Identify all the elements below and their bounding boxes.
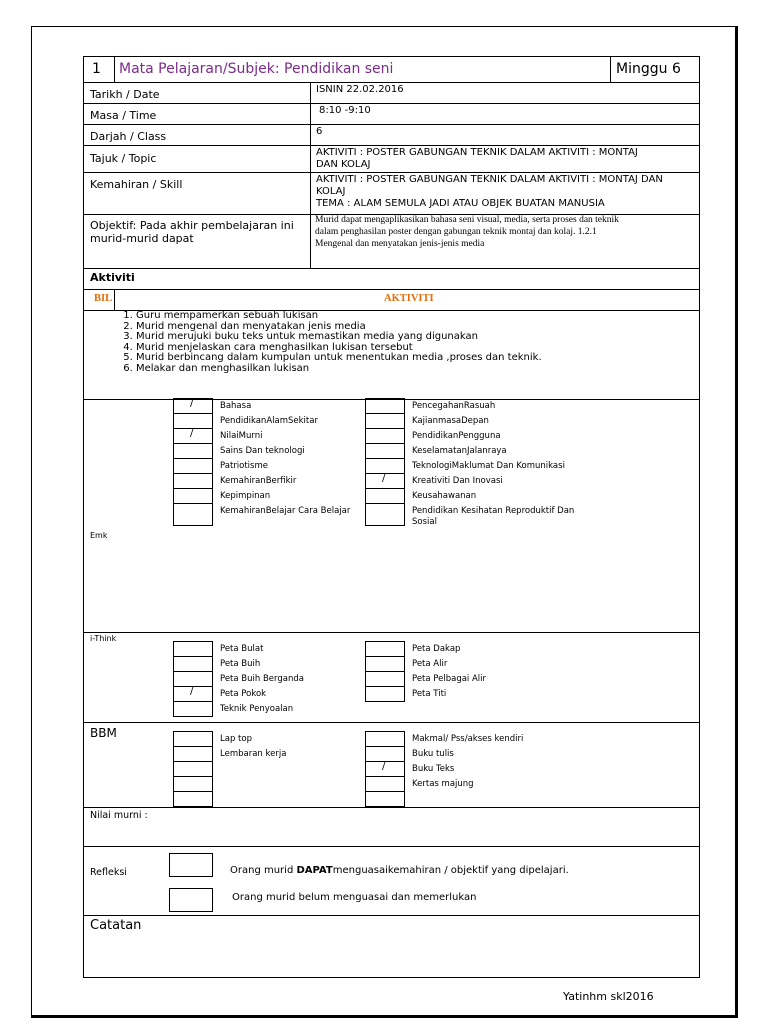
checkbox[interactable] — [173, 776, 213, 792]
nilai-murni-label: Nilai murni : — [90, 810, 148, 821]
aktiviti-header: AKTIVITI — [384, 293, 434, 304]
checkbox[interactable] — [173, 503, 213, 526]
checkbox-label: Sains Dan teknologi — [220, 446, 305, 456]
refleksi-belum-text: Orang murid belum menguasai dan memerlukan — [232, 892, 477, 903]
checkbox[interactable] — [365, 731, 405, 747]
time-label: Masa / Time — [90, 109, 157, 122]
footer-signature: Yatinhm skl2016 — [563, 990, 654, 1003]
date-label: Tarikh / Date — [90, 88, 160, 101]
activity-steps — [94, 311, 542, 375]
checkbox[interactable] — [173, 473, 213, 489]
checkbox-label: KemahiranBelajar Cara Belajar — [220, 506, 351, 516]
checkbox[interactable] — [173, 791, 213, 807]
class-value: 6 — [316, 126, 323, 137]
check-mark: / — [190, 428, 194, 439]
checkbox-label: Teknik Penyoalan — [220, 704, 294, 714]
checkbox-label: Pendidikan Kesihatan Reproduktif Dan — [412, 506, 575, 516]
checkbox-label: Peta Dakap — [412, 644, 461, 654]
checkbox-label: Peta Titi — [412, 689, 447, 699]
activity-step: 1. Guru mempamerkan sebuah lukisan — [136, 311, 542, 322]
checkbox[interactable] — [365, 488, 405, 504]
checkbox-label: TeknologiMaklumat Dan Komunikasi — [412, 461, 565, 471]
checkbox-label: KeselamatanJalanraya — [412, 446, 507, 456]
refleksi-label: Refleksi — [90, 867, 127, 878]
activity-step: 5. Murid berbincang dalam kumpulan untuk menentukan media ,proses dan teknik. — [136, 353, 542, 364]
checkbox-label: Lembaran kerja — [220, 749, 287, 759]
objective-label-1: Objektif: Pada akhir pembelajaran ini — [90, 219, 294, 232]
checkbox-label: PendidikanAlamSekitar — [220, 416, 318, 426]
checkbox[interactable] — [173, 761, 213, 777]
bil-header: BIL — [94, 293, 113, 304]
skill-value-1: AKTIVITI : POSTER GABUNGAN TEKNIK DALAM AKTIVITI : MONTAJ DAN — [316, 174, 663, 185]
checkbox[interactable] — [173, 413, 213, 429]
time-value: 8:10 -9:10 — [319, 105, 371, 116]
catatan-label: Catatan — [90, 918, 142, 933]
checkbox[interactable] — [173, 641, 213, 657]
checkbox-label: Kertas majung — [412, 779, 474, 789]
checkbox-label: Patriotisme — [220, 461, 268, 471]
checkbox[interactable] — [173, 656, 213, 672]
objective-value-3: Mengenal dan menyatakan jenis-jenis media — [315, 239, 485, 249]
bbm-label: BBM — [90, 726, 117, 740]
checkbox[interactable] — [173, 746, 213, 762]
checkbox[interactable] — [173, 671, 213, 687]
checkbox[interactable] — [173, 428, 213, 444]
skill-label: Kemahiran / Skill — [90, 178, 183, 191]
activity-step: 3. Murid merujuki buku teks untuk memastikan media yang digunakan — [136, 332, 542, 343]
checkbox-label: Peta Bulat — [220, 644, 264, 654]
checkbox[interactable] — [365, 761, 405, 777]
checkbox[interactable] — [173, 458, 213, 474]
checkbox-label: Peta Pokok — [220, 689, 267, 699]
checkbox-label: PendidikanPengguna — [412, 431, 501, 441]
checkbox[interactable] — [173, 686, 213, 702]
checkbox-label: Peta Pelbagai Alir — [412, 674, 487, 684]
checkbox-label: KemahiranBerfikir — [220, 476, 297, 486]
check-mark: / — [190, 398, 194, 409]
activity-heading: Aktiviti — [90, 271, 135, 284]
checkbox-label: Peta Buih Berganda — [220, 674, 304, 684]
checkbox[interactable] — [173, 731, 213, 747]
week-label: Minggu 6 — [616, 61, 681, 77]
date-value: ISNIN 22.02.2016 — [316, 84, 404, 95]
checkbox-label: Kepimpinan — [220, 491, 271, 501]
checkbox-label: Peta Alir — [412, 659, 448, 669]
checkbox[interactable] — [365, 413, 405, 429]
checkbox[interactable] — [365, 443, 405, 459]
checkbox-label: Peta Buih — [220, 659, 261, 669]
checkbox[interactable] — [365, 473, 405, 489]
refleksi-checkbox-belum[interactable] — [169, 888, 213, 912]
emk-label: Emk — [90, 531, 108, 540]
checkbox-label: NilaiMurni — [220, 431, 263, 441]
objective-value-1: Murid dapat mengaplikasikan bahasa seni visual, media, serta proses dan teknik — [315, 215, 619, 225]
checkbox-label: Buku tulis — [412, 749, 454, 759]
objective-value-2: dalam penghasilan poster dengan gabungan teknik montaj dan kolaj. 1.2.1 — [315, 227, 597, 237]
topic-value-2: DAN KOLAJ — [316, 159, 371, 170]
skill-value-3: TEMA : ALAM SEMULA JADI ATAU OBJEK BUATAN MANUSIA — [316, 198, 605, 209]
ithink-label: i-Think — [90, 634, 117, 643]
checkbox[interactable] — [365, 776, 405, 792]
checkbox[interactable] — [173, 488, 213, 504]
class-label: Darjah / Class — [90, 130, 167, 143]
checkbox-label: Keusahawanan — [412, 491, 477, 501]
checkbox[interactable] — [365, 398, 405, 414]
refleksi-checkbox-dapat[interactable] — [169, 853, 213, 877]
checkbox[interactable] — [365, 428, 405, 444]
check-mark: / — [382, 473, 386, 484]
activity-step: 4. Murid menjelaskan cara menghasilkan lukisan tersebut — [136, 343, 542, 354]
checkbox[interactable] — [365, 503, 405, 526]
check-mark: / — [382, 761, 386, 772]
activity-step: 6. Melakar dan menghasilkan lukisan — [136, 364, 542, 375]
skill-value-2: KOLAJ — [316, 186, 346, 197]
checkbox[interactable] — [365, 746, 405, 762]
checkbox[interactable] — [365, 791, 405, 807]
checkbox[interactable] — [365, 641, 405, 657]
checkbox[interactable] — [365, 686, 405, 702]
lesson-number: 1 — [92, 61, 101, 77]
checkbox[interactable] — [173, 443, 213, 459]
activity-step: 2. Murid mengenal dan menyatakan jenis media — [136, 322, 542, 333]
checkbox-label: KajianmasaDepan — [412, 416, 489, 426]
checkbox-label: Kreativiti Dan Inovasi — [412, 476, 503, 486]
topic-label: Tajuk / Topic — [90, 152, 157, 165]
checkbox[interactable] — [173, 398, 213, 414]
checkbox-label: Bahasa — [220, 401, 252, 411]
checkbox[interactable] — [365, 671, 405, 687]
checkbox-label: PencegahanRasuah — [412, 401, 496, 411]
refleksi-dapat-text: Orang murid DAPATmenguasaikemahiran / objektif yang dipelajari. — [230, 865, 569, 876]
checkbox-label: Makmal/ Pss/akses kendiri — [412, 734, 524, 744]
checkbox-label: Lap top — [220, 734, 252, 744]
checkbox-label: Buku Teks — [412, 764, 455, 774]
check-mark: / — [190, 686, 194, 697]
checkbox-label: Sosial — [412, 517, 437, 527]
checkbox[interactable] — [173, 701, 213, 717]
topic-value-1: AKTIVITI : POSTER GABUNGAN TEKNIK DALAM AKTIVITI : MONTAJ — [316, 147, 638, 158]
objective-label-2: murid-murid dapat — [90, 232, 194, 245]
checkbox[interactable] — [365, 656, 405, 672]
checkbox[interactable] — [365, 458, 405, 474]
subject-title: Mata Pelajaran/Subjek: Pendidikan seni — [119, 61, 394, 77]
